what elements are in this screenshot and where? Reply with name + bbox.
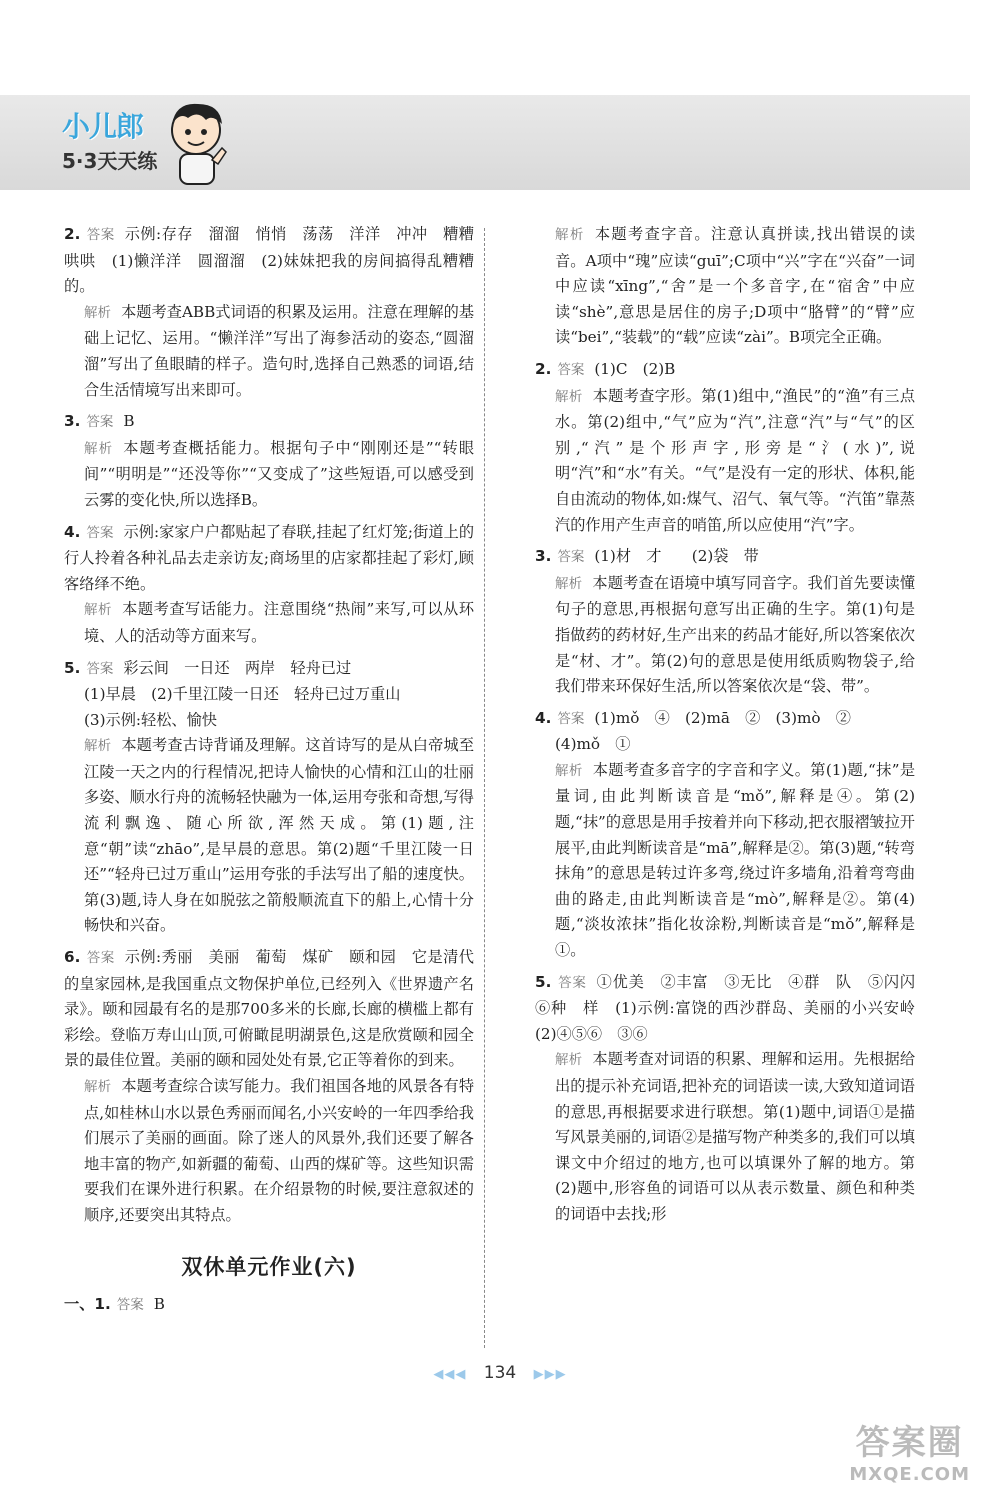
- page-number: 134: [483, 1363, 517, 1383]
- left-arrows-icon: ◀◀◀: [433, 1367, 467, 1382]
- answer-tag: 答案: [557, 361, 585, 378]
- answer-item-3: 3. 答案 B 解析 本题考查概括能力。根据句子中“刚刚还是”“转眼间”“明明是”“还没等你”“又变成了”这些短语,可以感受到云雾的变化快,所以选择B。: [64, 412, 475, 509]
- analysis-tag: 解析: [84, 304, 112, 321]
- analysis-tag: 解析: [555, 388, 583, 405]
- section-title: 双休单元作业(六): [181, 1254, 357, 1279]
- answer-tag: 答案: [557, 710, 585, 727]
- analysis-text: 本题考查字音。注意认真拼读,找出错误的读音。A项中“瑰”应读“guī”;C项中“兴”字在“兴奋”一词中应读“xīng”,“舍”是一个多音字,在“宿舍”中应读“shè”,意思是居住的房子;D项中“胳臂”的“臂”应读“bei”,“装载”的“载”应读“zài”。B项完全正确。: [555, 225, 916, 347]
- analysis-text: 本题考查概括能力。根据句子中“刚刚还是”“转眼间”“明明是”“还没等你”“又变成了”这些短语,可以感受到云雾的变化快,所以选择B。: [84, 438, 475, 509]
- analysis-tag: 解析: [555, 1052, 583, 1069]
- answer-text: B: [123, 412, 135, 431]
- brand-title: 小儿郎: [62, 110, 144, 143]
- analysis-text: 本题考查综合读写能力。我们祖国各地的风景各有特点,如桂林山水以景色秀丽而闻名,小兴安岭的一年四季给我们展示了美丽的画面。除了迷人的风景外,我们还要了解各地丰富的物产,如新疆的葡萄、山西的煤矿等。这些知识需要我们在课外进行积累。在介绍景物的时候,要注意叙述的顺序,还要突出其特点。: [84, 1077, 475, 1224]
- answer-tag: 答案: [86, 227, 115, 243]
- right-arrows-icon: ▶▶▶: [533, 1367, 567, 1382]
- answer-text: (1)mǒ ④ (2)mā ② (3)mò ②: [594, 708, 851, 727]
- answer-tag: 答案: [557, 549, 585, 566]
- page-footer: [0, 1363, 1000, 1383]
- answer-tag: 答案: [86, 660, 114, 677]
- analysis-text: 本题考查字形。第(1)组中,“渔民”的“渔”有三点水。第(2)组中,“气”应为“汽”,注意“汽”与“气”的区别,“汽”是个形声字,形旁是“氵(水)”,说明“汽”和“水”有关。“气”是没有一定的形状、体积,能自由流动的物体,如:煤气、沼气、氧气等。“汽笛”靠蒸汽的作用产生声音的哨笛,所以应使用“汽”字。: [555, 386, 916, 534]
- mascot-icon: [162, 100, 232, 188]
- answer-line: (4)mǒ ①: [555, 735, 631, 754]
- answer-item-r1: [535, 222, 915, 351]
- analysis-text: 本题考查多音字的字音和字义。第(1)题,“抹”是量词,由此判断读音是“mǒ”,解释是④。第(2)题,“抹”的意思是用手按着并向下移动,把衣服褶皱拉开展平,由此判断读音是“mā”,解释是②。第(3)题,“转弯抹角”的意思是转过许多弯,绕过许多墙角,沿着弯弯曲曲的路走,由此判断读音是“mò”,解释是②。第(4)题,“淡妆浓抹”指化妆涂粉,判断读音是“mǒ”,解释是①。: [555, 760, 916, 960]
- answer-item-r2: 2. 答案 (1)C (2)B 解析 本题考查字形。第(1)组中,“渔民”的“渔”有三点水。第(2)组中,“气”应为“汽”,注意“汽”与“气”的区别,“汽”是个形声字,形旁是“氵(水)”,说明“汽”和“水”有关。“气”是没有一定的形状、体积,能自由流动的物体,如:煤气、沼气、氧气等。“汽笛”靠蒸汽的作用产生声音的哨笛,所以应使用“汽”字。: [535, 359, 916, 534]
- brand-subtitle: 5·3天天练: [62, 149, 158, 173]
- analysis-text: 本题考查对词语的积累、理解和运用。先根据给出的提示补充词语,把补充的词语读一读,大致知道词语的意思,再根据要求进行联想。第(1)题中,词语①是描写风景美丽的,词语②是描写物产种类多的,我们可以填课文中介绍过的地方,也可以填课外了解的地方。第(2)题中,形容鱼的词语可以从表示数量、颜色和种类的词语中去找;形: [555, 1050, 916, 1223]
- left-column: [64, 222, 490, 1325]
- analysis-tag: 解析: [555, 575, 583, 592]
- watermark: 答案圈 MXQE.COM: [849, 1423, 970, 1485]
- answer-item-s1: 一、1. 答案 B: [64, 1295, 165, 1314]
- answer-text: 彩云间 一日还 两岸 轻舟已过: [123, 658, 352, 677]
- answer-item-2: 2. 答案 示例:存存 溜溜 悄悄 荡荡 洋洋 冲冲 糟糟 哄哄 (1)懒洋洋 圆溜溜 (2)妹妹把我的房间搞得乱糟糟的。 解析 本题考查ABB式词语的积累及运用。注意在理解的基础上记忆、运用。“懒洋洋”写出了海参活动的姿态,“圆溜溜”写出了鱼眼睛的样子。造句时,选择自己熟悉的词语,结合生活情境写出来即可。: [64, 225, 490, 399]
- answer-tag: 答案: [86, 524, 114, 541]
- answer-tag: 答案: [86, 950, 115, 967]
- answer-tag: 答案: [86, 414, 114, 431]
- answer-tag: 答案: [116, 1297, 144, 1314]
- answer-text: 示例:家家户户都贴起了春联,挂起了红灯笼;街道上的行人拎着各种礼品去走亲访友;商场里的店家都挂起了彩灯,顾客络绎不绝。: [64, 522, 475, 593]
- answer-tag: 答案: [557, 974, 587, 991]
- answer-item-6: 6. 答案 示例:秀丽 美丽 葡萄 煤矿 颐和园 它是清代的皇家园林,是我国重点文物保护单位,已经列入《世界遗产名录》。颐和园最有名的是那700多米的长廊,长廊的横槛上都有彩绘。登临万寿山山顶,可俯瞰昆明湖景色,这是欣赏颐和园全景的最佳位置。美丽的颐和园处处有景,它正等着你的到来。 解析 本题考查综合读写能力。我们祖国各地的风景各有特点,如桂林山水以景色秀丽而闻名,小兴安岭的一年四季给我们展示了美丽的画面。除了迷人的风景外,我们还要了解各地丰富的物产,如新疆的葡萄、山西的煤矿等。这些知识需要我们在课外进行积累。在介绍景物的时候,要注意叙述的顺序,还要突出其特点。: [64, 948, 475, 1224]
- answer-text: (1)材 才 (2)袋 带: [594, 547, 759, 566]
- answer-item-r4: 4. 答案 (1)mǒ ④ (2)mā ② (3)mò ② (4)mǒ ① 解析 本题考查多音字的字音和字义。第(1)题,“抹”是量词,由此判断读音是“mǒ”,解释是④。第(2)题,“抹”的意思是用手按着并向下移动,把衣服褶皱拉开展平,由此判断读音是“mā”,解释是②。第(3)题,“转弯抹角”的意思是转过许多弯,绕过许多墙角,沿着弯弯曲曲的路走,由此判断读音是“mò”,解释是②。第(4)题,“淡妆浓抹”指化妆涂粉,判断读音是“mǒ”,解释是①。: [535, 708, 916, 960]
- analysis-tag: 解析: [84, 602, 113, 619]
- answer-item-r3: 3. 答案 (1)材 才 (2)袋 带 解析 本题考查在语境中填写同音字。我们首先要读懂句子的意思,再根据句意写出正确的生字。第(1)句是指做药的药材好,生产出来的药品才能好,所以答案依次是“材、才”。第(2)句的意思是使用纸质购物袋子,给我们带来环保好生活,所以答案依次是“袋、带”。: [535, 547, 916, 696]
- analysis-tag: 解析: [84, 440, 114, 457]
- answer-item-5: 5. 答案 彩云间 一日还 两岸 轻舟已过 (1)早晨 (2)千里江陵一日还 轻舟已过万重山 (3)示例:轻松、愉快 解析 本题考查古诗背诵及理解。这首诗写的是从白帝城至江陵一天之内的行程情况,把诗人愉快的心情和江山的壮丽多姿、顺水行舟的流畅轻快融为一体,运用夸张和奇想,写得流利飘逸、随心所欲,浑然天成。第(1)题,注意“朝”读“zhāo”,是早晨的意思。第(2)题“千里江陵一日还”“轻舟已过万重山”运用夸张的手法写出了船的速度快。第(3)题,诗人身在如脱弦之箭般顺流直下的船上,心情十分畅快和兴奋。: [64, 658, 475, 935]
- analysis-text: 本题考查在语境中填写同音字。我们首先要读懂句子的意思,再根据句意写出正确的生字。第(1)句是指做药的药材好,生产出来的药品才能好,所以答案依次是“材、才”。第(2)句的意思是使用纸质购物袋子,给我们带来环保好生活,所以答案依次是“袋、带”。: [555, 573, 916, 696]
- answer-text: 示例:存存 溜溜 悄悄 荡荡 洋洋 冲冲 糟糟 哄哄 (1)懒洋洋 圆溜溜 (2)妹妹把我的房间搞得乱糟糟的。: [64, 225, 490, 296]
- analysis-tag: 解析: [555, 227, 585, 243]
- answer-text: (1)C (2)B: [594, 359, 676, 378]
- answer-item-r5: 5. 答案 ①优美 ②丰富 ③无比 ④群 队 ⑤闪闪 ⑥种 样 (1)示例:富饶的西沙群岛、美丽的小兴安岭 (2)④⑤⑥ ③⑥ 解析 本题考查对词语的积累、理解和运用。先根据给出的提示补充词语,把补充的词语读一读,大致知道词语的意思,再根据要求进行联想。第(1)题中,词语①是描写风景美丽的,词语②是描写物产种类多的,我们可以填课文中介绍过的地方,也可以填课外了解的地方。第(2)题中,形容鱼的词语可以从表示数量、颜色和种类的词语中去找;形: [535, 972, 931, 1223]
- answer-text: 示例:秀丽 美丽 葡萄 煤矿 颐和园 它是清代的皇家园林,是我国重点文物保护单位,已经列入《世界遗产名录》。颐和园最有名的是那700多米的长廊,长廊的横槛上都有彩绘。登临万寿山山顶,可俯瞰昆明湖景色,这是欣赏颐和园全景的最佳位置。美丽的颐和园处处有景,它正等着你的到来。: [64, 948, 474, 1070]
- analysis-tag: 解析: [84, 1079, 112, 1095]
- answer-text: B: [153, 1295, 165, 1314]
- answer-item-4: 4. 答案 示例:家家户户都贴起了春联,挂起了红灯笼;街道上的行人拎着各种礼品去走亲访友;商场里的店家都挂起了彩灯,顾客络绎不绝。 解析 本题考查写话能力。注意围绕“热闹”来写,可以从环境、人的活动等方面来写。: [64, 522, 475, 645]
- answer-line: (1)早晨 (2)千里江陵一日还 轻舟已过万重山: [84, 685, 401, 704]
- analysis-text: 本题考查ABB式词语的积累及运用。注意在理解的基础上记忆、运用。“懒洋洋”写出了海参活动的姿态,“圆溜溜”写出了鱼眼睛的样子。造句时,选择自己熟悉的词语,结合生活情境写出来即可。: [84, 302, 475, 399]
- analysis-text: 本题考查古诗背诵及理解。这首诗写的是从白帝城至江陵一天之内的行程情况,把诗人愉快的心情和江山的壮丽多姿、顺水行舟的流畅轻快融为一体,运用夸张和奇想,写得流利飘逸、随心所欲,浑然天成。第(1)题,注意“朝”读“zhāo”,是早晨的意思。第(2)题“千里江陵一日还”“轻舟已过万重山”运用夸张的手法写出了船的速度快。第(3)题,诗人身在如脱弦之箭般顺流直下的船上,心情十分畅快和兴奋。: [84, 736, 475, 935]
- right-column: [535, 222, 931, 1234]
- column-divider: [484, 228, 485, 1348]
- analysis-text: 本题考查写话能力。注意围绕“热闹”来写,可以从环境、人的活动等方面来写。: [84, 600, 475, 645]
- answer-text: ①优美 ②丰富 ③无比 ④群 队 ⑤闪闪 ⑥种 样 (1)示例:富饶的西沙群岛、美丽的小兴安岭 (2)④⑤⑥ ③⑥: [535, 972, 931, 1043]
- analysis-tag: 解析: [84, 738, 112, 755]
- analysis-tag: 解析: [555, 762, 583, 779]
- answer-line: (3)示例:轻松、愉快: [84, 710, 217, 729]
